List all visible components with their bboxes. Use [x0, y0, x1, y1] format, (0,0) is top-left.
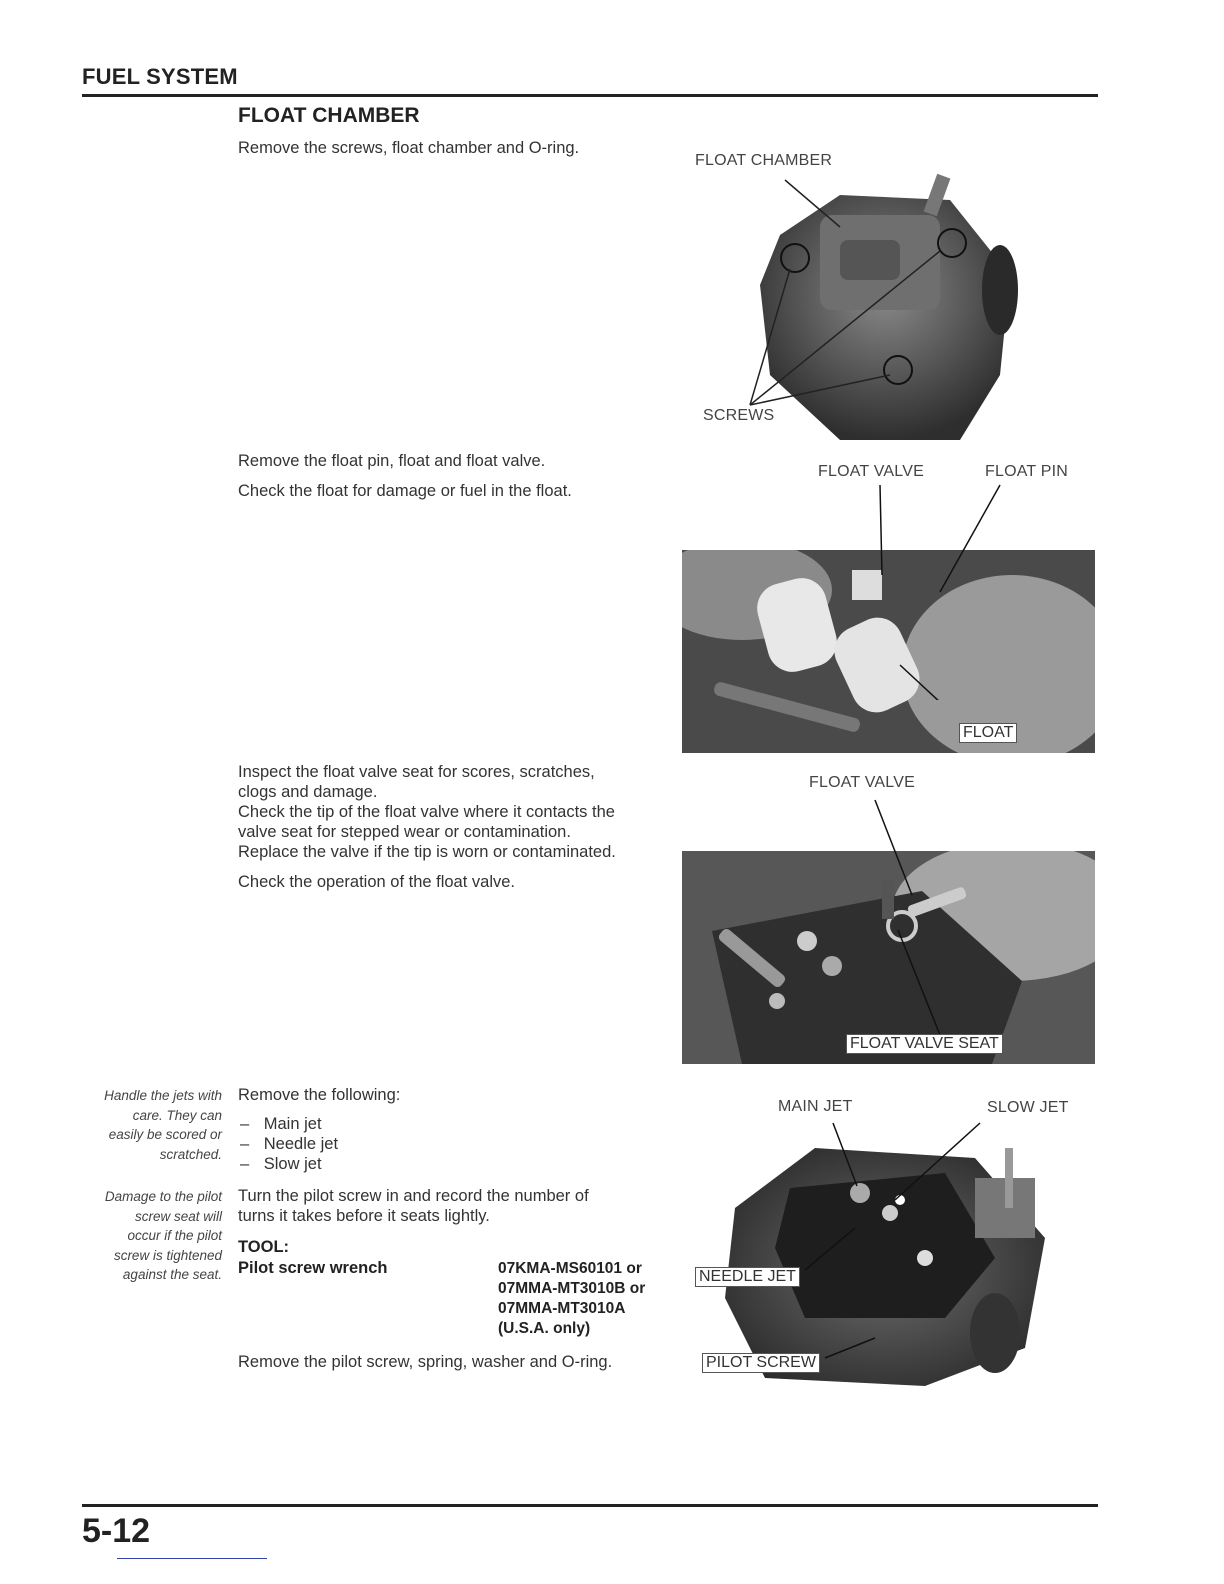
- step-inspect-l3: Check the tip of the float valve where it contacts the: [238, 803, 615, 821]
- page-number: 5-12: [82, 1512, 151, 1550]
- tool-numbers: [498, 1259, 645, 1339]
- page-title: FLOAT CHAMBER: [238, 104, 420, 127]
- list-item-label: Needle jet: [263, 1135, 339, 1153]
- tool-number: 07MMA-MT3010A: [498, 1300, 626, 1317]
- step-remove-pilot-screw: Remove the pilot screw, spring, washer and O-ring.: [238, 1353, 613, 1371]
- tool-number: 07MMA-MT3010B or: [498, 1280, 646, 1297]
- list-item-label: Main jet: [263, 1115, 322, 1133]
- note-line: care. They can: [132, 1107, 222, 1123]
- note-handle-jets: [82, 1086, 222, 1164]
- tool-number: (U.S.A. only): [498, 1320, 591, 1337]
- figure-2-leaders: [860, 480, 1020, 700]
- step-check-float: Check the float for damage or fuel in the float.: [238, 482, 572, 500]
- note-pilot-screw: [82, 1187, 222, 1285]
- label-pilot-screw: PILOT SCREW: [702, 1353, 820, 1373]
- label-float-valve: FLOAT VALVE: [818, 463, 924, 480]
- list-item: – Main jet: [240, 1115, 322, 1133]
- label-slow-jet: SLOW JET: [987, 1099, 1069, 1116]
- figure-jets: [695, 1118, 1065, 1388]
- figure-float-chamber: [690, 165, 1020, 445]
- step-inspect-l2: clogs and damage.: [238, 783, 378, 801]
- header-rule: [82, 94, 1098, 97]
- note-line: Handle the jets with: [104, 1088, 222, 1103]
- list-item-label: Slow jet: [263, 1155, 322, 1173]
- tool-number: 07KMA-MS60101 or: [498, 1260, 642, 1277]
- footer-rule: [82, 1504, 1098, 1507]
- tool-heading: TOOL:: [238, 1238, 290, 1256]
- label-float-valve-seat: FLOAT VALVE SEAT: [846, 1034, 1003, 1054]
- label-float: FLOAT: [959, 723, 1017, 743]
- note-line: scratched.: [159, 1146, 222, 1162]
- note-line: screw seat will: [134, 1208, 222, 1224]
- step-remove-following: Remove the following:: [238, 1086, 401, 1104]
- label-needle-jet: NEEDLE JET: [695, 1267, 800, 1287]
- label-float-chamber: FLOAT CHAMBER: [695, 152, 833, 169]
- list-item: – Slow jet: [240, 1155, 322, 1173]
- step-inspect-l5: Replace the valve if the tip is worn or contaminated.: [238, 843, 616, 861]
- note-line: occur if the pilot: [127, 1228, 222, 1243]
- note-line: Damage to the pilot: [104, 1189, 222, 1204]
- section-header: FUEL SYSTEM: [82, 64, 238, 89]
- list-item: – Needle jet: [240, 1135, 339, 1153]
- note-line: easily be scored or: [108, 1127, 222, 1142]
- step-remove-chamber: Remove the screws, float chamber and O-ring.: [238, 139, 580, 157]
- step-inspect-l1: Inspect the float valve seat for scores, scratches,: [238, 763, 595, 781]
- tool-name: Pilot screw wrench: [238, 1259, 388, 1277]
- step-turn-pilot-l1: Turn the pilot screw in and record the number of: [238, 1187, 589, 1205]
- note-line: screw is tightened: [113, 1247, 222, 1263]
- figure-3-leaders: [860, 795, 980, 1045]
- step-remove-float: Remove the float pin, float and float valve.: [238, 452, 546, 470]
- label-screws: SCREWS: [703, 407, 775, 424]
- label-main-jet: MAIN JET: [778, 1098, 853, 1115]
- step-check-operation: Check the operation of the float valve.: [238, 873, 516, 891]
- step-turn-pilot-l2: turns it takes before it seats lightly.: [238, 1207, 490, 1225]
- label-float-valve-2: FLOAT VALVE: [809, 774, 915, 791]
- footer-link-underline: [117, 1558, 267, 1559]
- step-inspect-l4: valve seat for stepped wear or contamination.: [238, 823, 571, 841]
- label-float-pin: FLOAT PIN: [985, 463, 1069, 480]
- note-line: against the seat.: [122, 1267, 222, 1282]
